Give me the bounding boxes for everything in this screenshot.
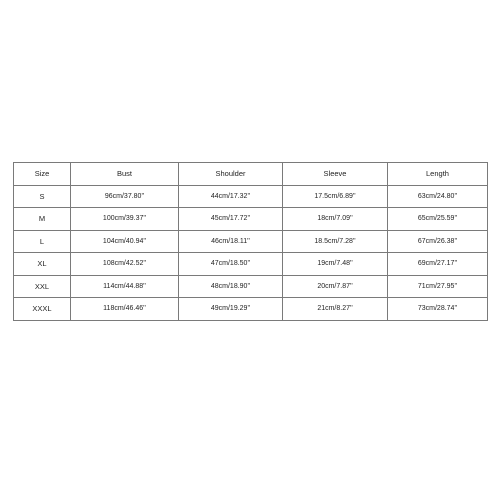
shoulder-cell: 47cm/18.50'': [179, 253, 283, 276]
bust-cell: 108cm/42.52'': [71, 253, 179, 276]
shoulder-cell: 49cm/19.29'': [179, 298, 283, 321]
header-bust: Bust: [71, 163, 179, 186]
header-shoulder: Shoulder: [179, 163, 283, 186]
size-cell: XXL: [14, 275, 71, 298]
length-cell: 63cm/24.80'': [388, 185, 488, 208]
sleeve-cell: 17.5cm/6.89'': [283, 185, 388, 208]
size-cell: XXXL: [14, 298, 71, 321]
table-row: [14, 185, 488, 208]
bust-cell: 96cm/37.80'': [71, 185, 179, 208]
size-cell: M: [14, 208, 71, 231]
header-length: Length: [388, 163, 488, 186]
table-row: [14, 230, 488, 253]
size-chart-table: [13, 162, 488, 321]
size-cell: L: [14, 230, 71, 253]
sleeve-cell: 20cm/7.87'': [283, 275, 388, 298]
shoulder-cell: 48cm/18.90'': [179, 275, 283, 298]
sleeve-cell: 18cm/7.09'': [283, 208, 388, 231]
table-row: [14, 208, 488, 231]
table-row: [14, 253, 488, 276]
size-cell: XL: [14, 253, 71, 276]
length-cell: 69cm/27.17'': [388, 253, 488, 276]
length-cell: 65cm/25.59'': [388, 208, 488, 231]
shoulder-cell: 46cm/18.11'': [179, 230, 283, 253]
length-cell: 71cm/27.95'': [388, 275, 488, 298]
shoulder-cell: 45cm/17.72'': [179, 208, 283, 231]
bust-cell: 114cm/44.88'': [71, 275, 179, 298]
table-header-row: [14, 163, 488, 186]
sleeve-cell: 18.5cm/7.28'': [283, 230, 388, 253]
header-size: Size: [14, 163, 71, 186]
bust-cell: 104cm/40.94'': [71, 230, 179, 253]
bust-cell: 100cm/39.37'': [71, 208, 179, 231]
sleeve-cell: 21cm/8.27'': [283, 298, 388, 321]
length-cell: 73cm/28.74'': [388, 298, 488, 321]
shoulder-cell: 44cm/17.32'': [179, 185, 283, 208]
size-cell: S: [14, 185, 71, 208]
table-row: [14, 298, 488, 321]
sleeve-cell: 19cm/7.48'': [283, 253, 388, 276]
bust-cell: 118cm/46.46'': [71, 298, 179, 321]
length-cell: 67cm/26.38'': [388, 230, 488, 253]
table-row: [14, 275, 488, 298]
header-sleeve: Sleeve: [283, 163, 388, 186]
